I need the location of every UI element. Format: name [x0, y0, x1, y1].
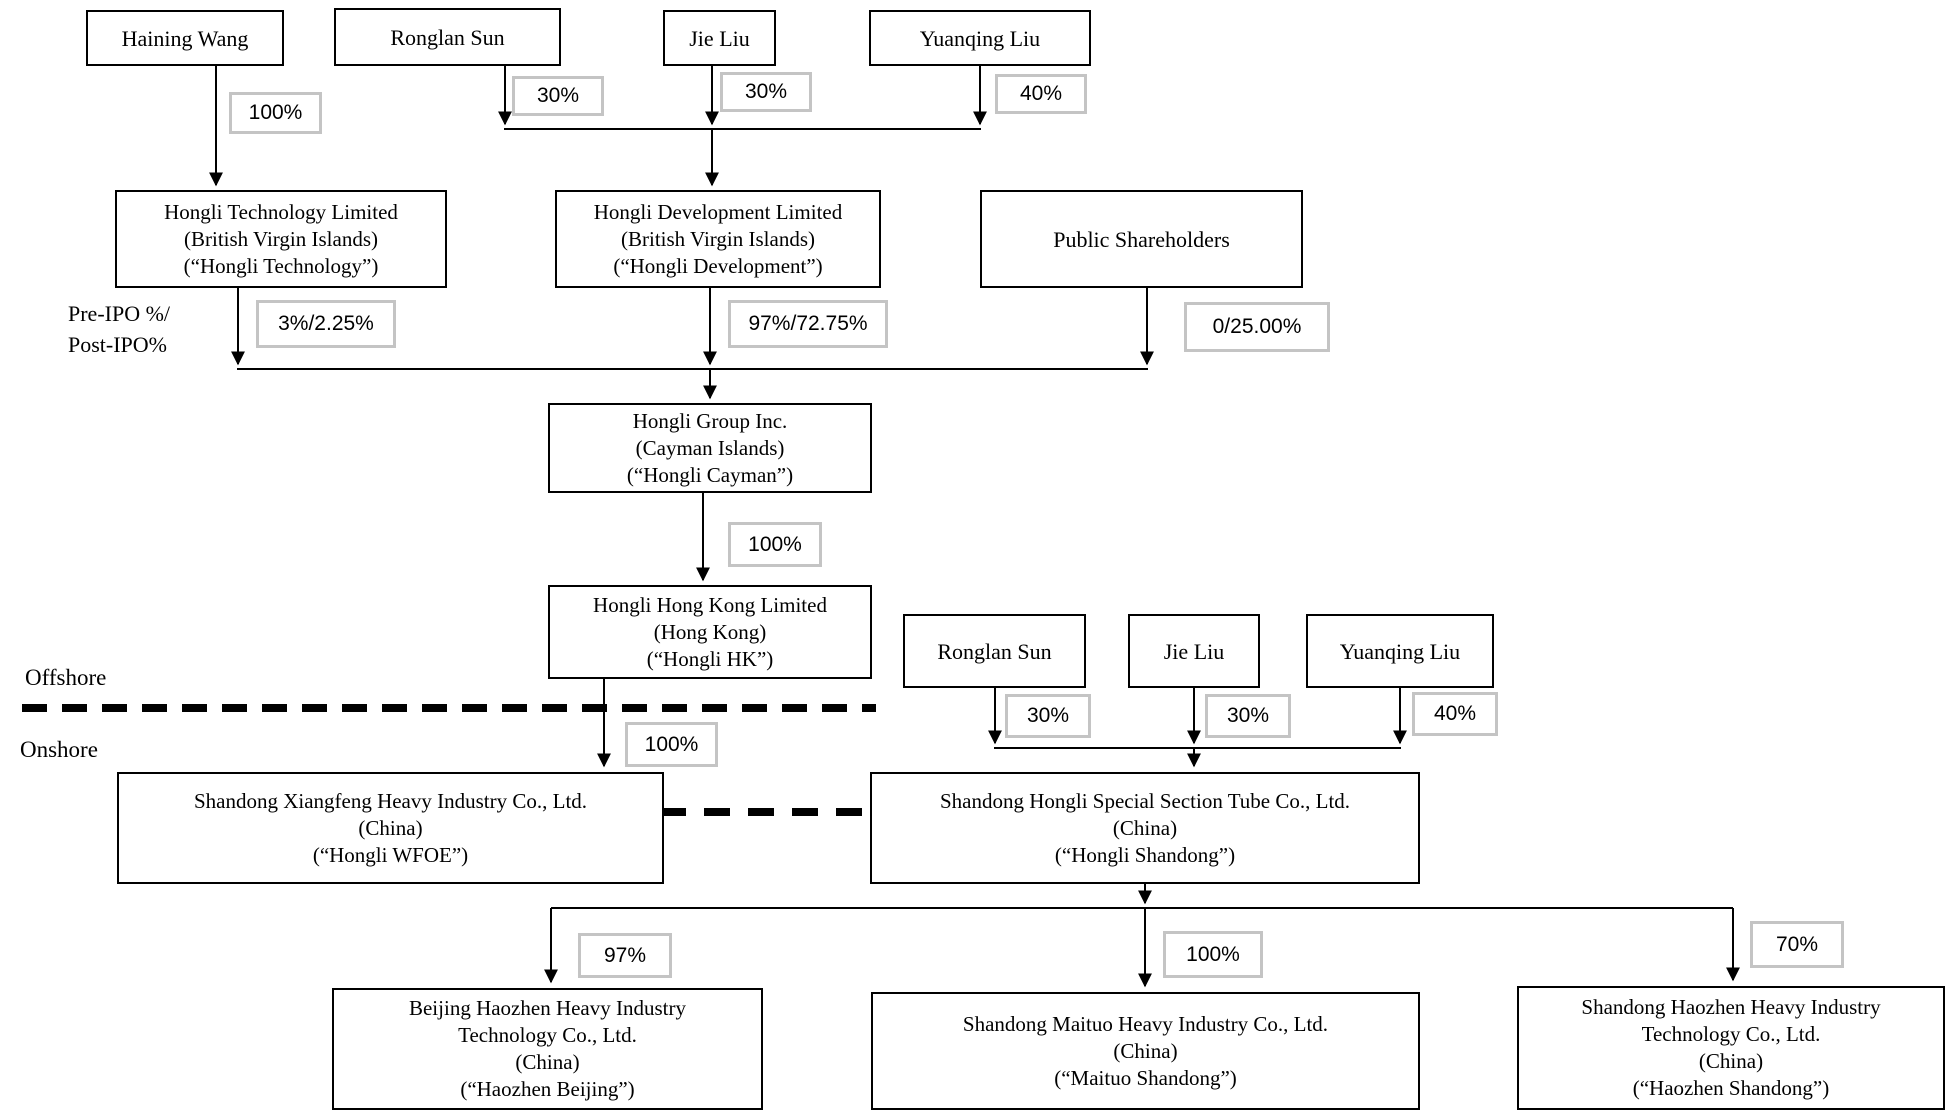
node-line: (“Hongli Cayman”)	[626, 462, 794, 487]
node-hongli-development	[555, 190, 881, 288]
node-jie-liu-top	[663, 10, 776, 66]
node-yuanqing-liu-top-label: Yuanqing Liu	[919, 25, 1041, 51]
pre-ipo-legend-line1: Pre-IPO %/	[68, 301, 171, 326]
node-yuanqing-liu-onshore	[1306, 614, 1494, 688]
node-line: (Cayman Islands)	[635, 435, 785, 460]
node-haozhen-shandong	[1517, 986, 1945, 1110]
node-hongli-hk	[548, 585, 872, 679]
node-line: Technology Co., Ltd.	[1641, 1022, 1821, 1046]
ownership-label-jie-to-shandong: 30%	[1205, 694, 1291, 738]
node-line: (China)	[515, 1050, 580, 1074]
node-yuanqing-liu-top	[869, 10, 1091, 66]
node-jie-liu-onshore	[1128, 614, 1260, 688]
node-line: Hongli Development Limited	[593, 199, 843, 224]
node-line: Shandong Hongli Special Section Tube Co., Ltd.	[939, 788, 1351, 813]
node-line: Shandong Xiangfeng Heavy Industry Co., Ltd.	[193, 788, 588, 813]
node-line: (“Maituo Shandong”)	[1054, 1065, 1237, 1090]
ownership-label-ronglan-to-shandong: 30%	[1005, 694, 1091, 738]
ownership-label-cayman-to-hk: 100%	[728, 522, 822, 567]
node-line: (“Hongli WFOE”)	[312, 842, 469, 867]
node-line: Ronglan Sun	[937, 638, 1052, 664]
node-line: Yuanqing Liu	[1339, 638, 1461, 664]
ownership-label-shandong-to-haozhen-beijing: 97%	[578, 933, 672, 978]
ownership-label-yuanqing-to-development: 40%	[995, 74, 1087, 114]
node-maituo-shandong	[871, 992, 1420, 1110]
pre-ipo-legend	[68, 298, 170, 360]
ownership-label-public-to-cayman: 0/25.00%	[1184, 302, 1330, 352]
offshore-label: Offshore	[25, 665, 107, 690]
node-public-shareholders	[980, 190, 1303, 288]
node-hongli-cayman	[548, 403, 872, 493]
ownership-label-ronglan-to-development: 30%	[512, 76, 604, 116]
ownership-label-hk-to-wfoe: 100%	[625, 722, 718, 767]
node-line: Technology Co., Ltd.	[458, 1023, 637, 1047]
node-line: (British Virgin Islands)	[184, 226, 378, 251]
ownership-label-technology-to-cayman: 3%/2.25%	[256, 300, 396, 348]
node-hongli-shandong	[870, 772, 1420, 884]
ownership-label-haining-to-technology: 100%	[229, 92, 322, 134]
node-haining-wang-label: Haining Wang	[121, 25, 249, 51]
node-ronglan-sun-onshore	[903, 614, 1086, 688]
ownership-label-shandong-to-maituo: 100%	[1163, 931, 1263, 978]
node-ronglan-sun-top	[334, 8, 561, 66]
node-line: Jie Liu	[1163, 638, 1225, 664]
node-line: (“Hongli HK”)	[646, 646, 774, 671]
onshore-label: Onshore	[20, 737, 98, 762]
ownership-label-development-to-cayman: 97%/72.75%	[728, 300, 888, 348]
node-line: (British Virgin Islands)	[621, 226, 815, 251]
node-hongli-technology	[115, 190, 447, 288]
node-line: (China)	[1113, 1038, 1178, 1063]
node-haining-wang	[86, 10, 284, 66]
node-line: (“Hongli Development”)	[613, 253, 823, 278]
ownership-label-shandong-to-haozhen-shandong: 70%	[1750, 921, 1844, 968]
node-line: (China)	[1112, 815, 1178, 840]
node-line: Shandong Maituo Heavy Industry Co., Ltd.	[962, 1011, 1329, 1036]
node-line: (“Hongli Technology”)	[183, 253, 379, 278]
node-line: Hongli Group Inc.	[632, 408, 788, 433]
ownership-label-jie-to-development: 30%	[720, 72, 812, 112]
node-line: Shandong Haozhen Heavy Industry	[1581, 995, 1881, 1019]
pre-ipo-legend-line2: Post-IPO%	[68, 332, 168, 357]
node-jie-liu-top-label: Jie Liu	[689, 25, 750, 51]
node-line: (China)	[1698, 1049, 1764, 1073]
node-line: Hongli Technology Limited	[164, 199, 398, 224]
node-line: (“Haozhen Beijing”)	[460, 1077, 635, 1101]
node-line: Public Shareholders	[1053, 226, 1230, 252]
node-line: Beijing Haozhen Heavy Industry	[408, 996, 686, 1020]
node-line: (China)	[358, 815, 423, 840]
node-line: (“Hongli Shandong”)	[1054, 842, 1236, 867]
node-ronglan-sun-top-label: Ronglan Sun	[390, 24, 505, 50]
node-hongli-wfoe	[117, 772, 664, 884]
node-line: (“Haozhen Shandong”)	[1632, 1076, 1830, 1100]
node-haozhen-beijing	[332, 988, 763, 1110]
node-line: (Hong Kong)	[653, 619, 767, 644]
ownership-label-yuanqing-to-shandong: 40%	[1412, 692, 1498, 736]
node-line: Hongli Hong Kong Limited	[593, 592, 827, 617]
